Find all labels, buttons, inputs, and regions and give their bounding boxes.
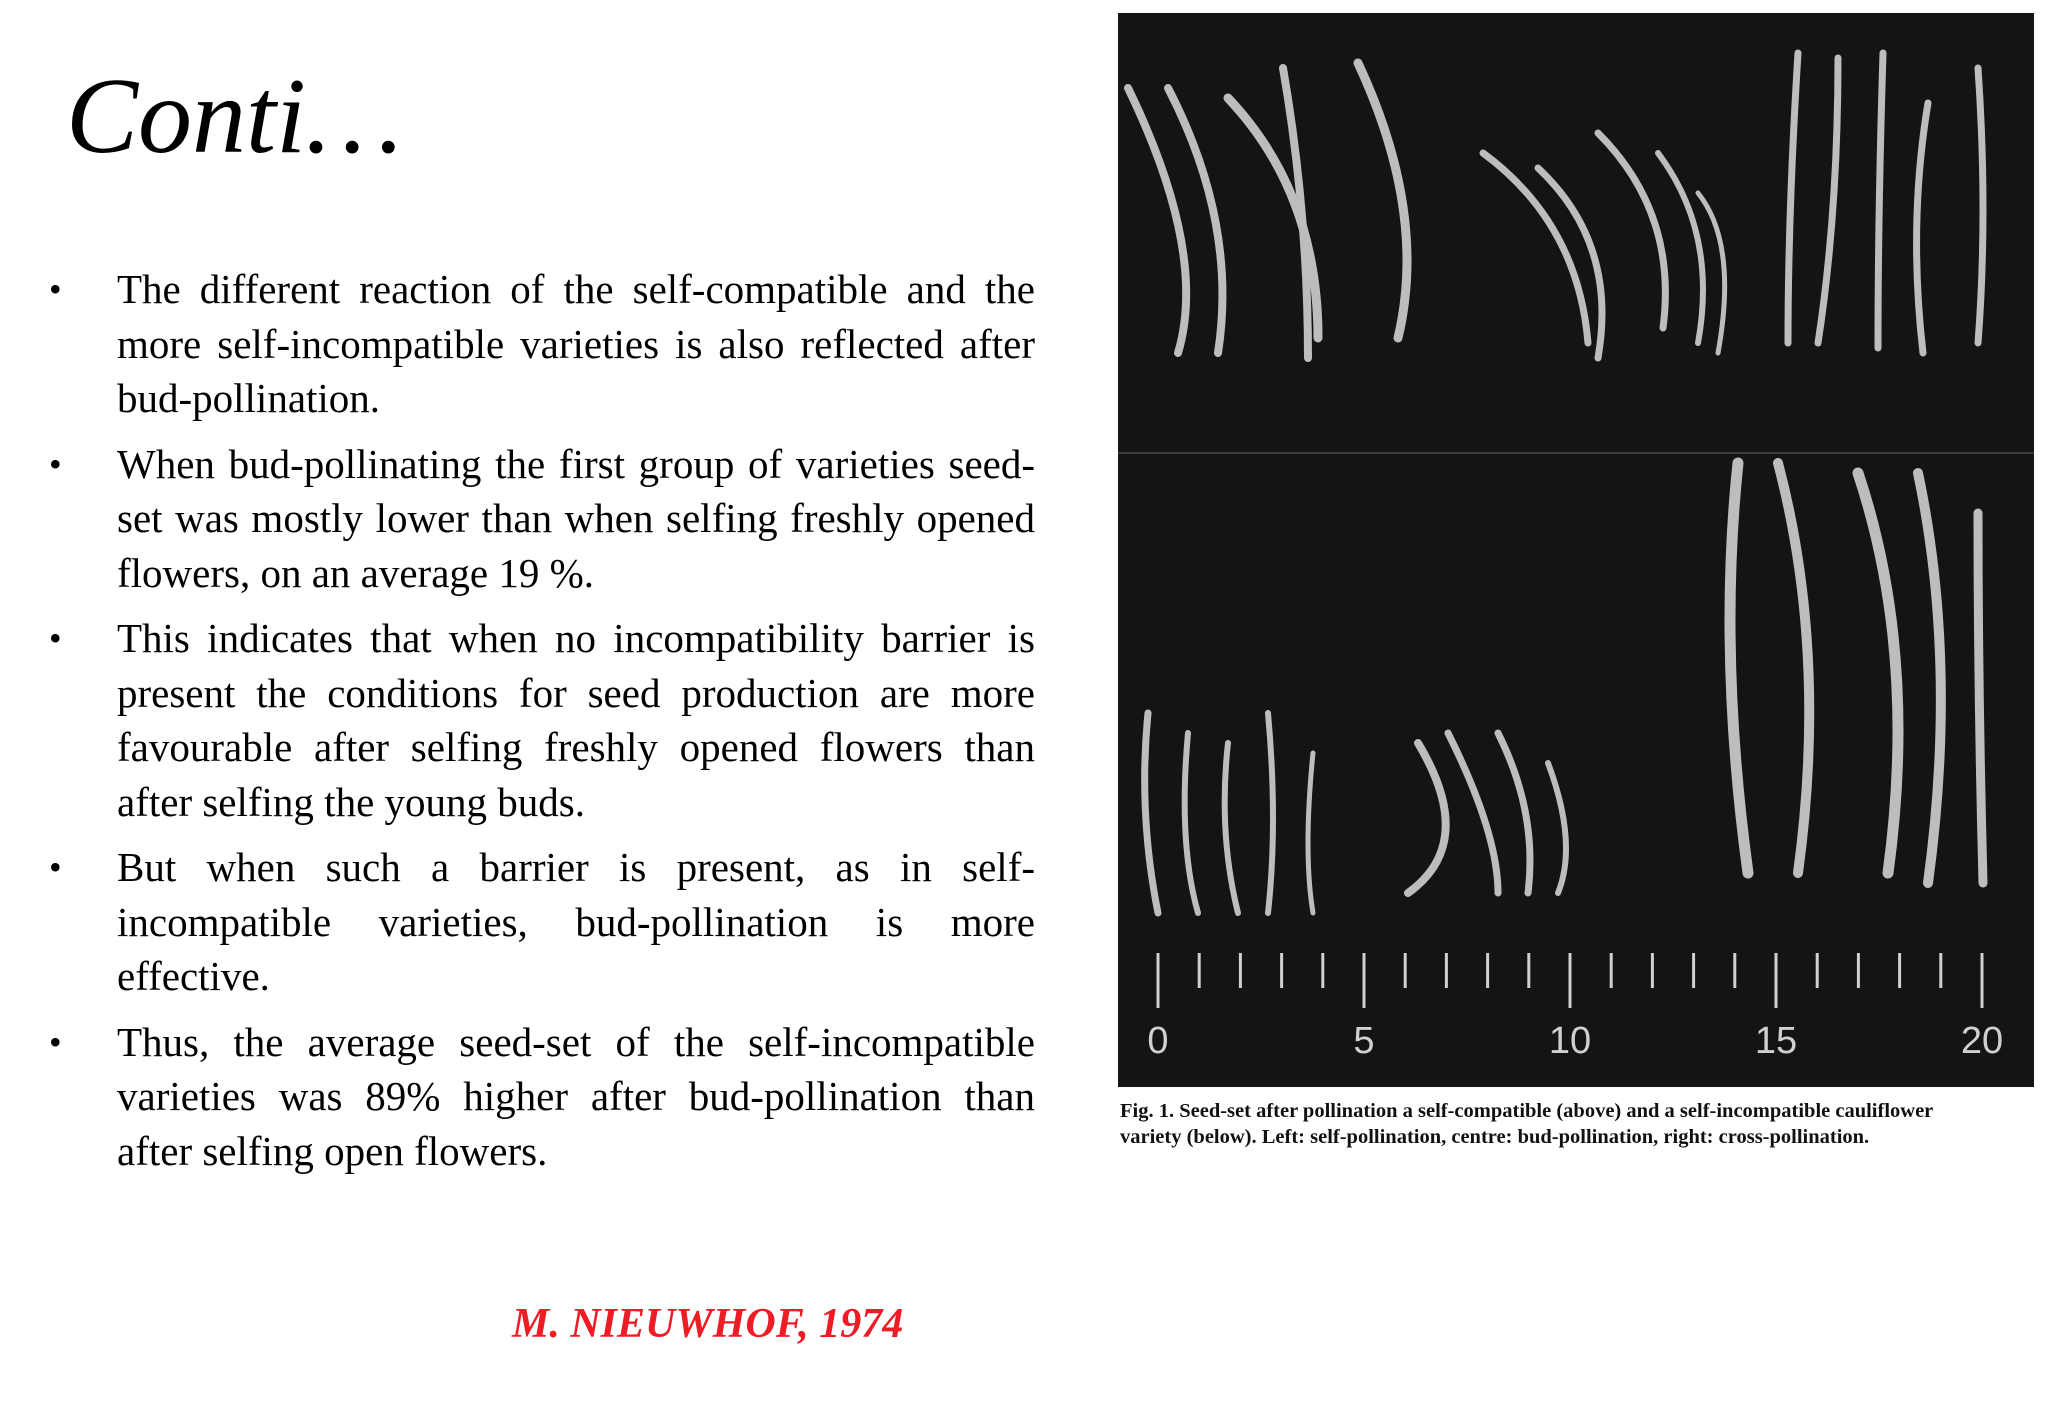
seed-pod xyxy=(1548,763,1566,893)
seed-pod xyxy=(1918,473,1941,883)
bullet-item xyxy=(45,611,1035,829)
caption-line: Fig. 1. Seed-set after pollination a self-compatible (above) and a self-incompatible cauliflower xyxy=(1120,1100,1934,1122)
seed-pod xyxy=(1448,733,1498,893)
scale-label: 10 xyxy=(1548,1020,1592,1062)
bullet-text: The different reaction of the self-compatible and the more self-incompatible varieties is also reflected after bud-pollination. xyxy=(117,266,1035,421)
bullet-item xyxy=(45,437,1035,601)
scale-label: 0 xyxy=(1147,1020,1169,1062)
scale-label: 5 xyxy=(1353,1020,1375,1062)
bullet-dot: • xyxy=(49,269,62,309)
bullet-item xyxy=(45,262,1035,426)
seed-pod xyxy=(1185,733,1198,913)
seed-pod xyxy=(1145,713,1158,913)
seed-pod xyxy=(1978,513,1983,883)
seed-pod xyxy=(1225,743,1238,913)
seed-pod xyxy=(1498,733,1530,893)
slide-title: Conti… xyxy=(66,57,403,176)
seed-pod xyxy=(1788,53,1798,343)
figure-caption xyxy=(1120,1098,2048,1150)
seed-pod xyxy=(1308,753,1313,913)
bullet-text: This indicates that when no incompatibility barrier is present the conditions for seed production are more favourable after selfing freshly opened flowers than after selfing the young buds. xyxy=(117,615,1035,825)
seed-pod xyxy=(1408,743,1446,893)
scale-label: 20 xyxy=(1960,1020,2004,1062)
bullet-dot: • xyxy=(49,847,62,887)
seed-pod xyxy=(1878,53,1883,348)
bullet-dot: • xyxy=(49,443,62,484)
seed-pod xyxy=(1978,68,1983,343)
seed-pod-photo xyxy=(1118,13,2034,1087)
bullet-dot: • xyxy=(49,1021,62,1062)
citation: M. NIEUWHOF, 1974 xyxy=(512,1301,904,1347)
scale-label: 15 xyxy=(1754,1020,1798,1062)
bullet-text: But when such a barrier is present, as in self-incompatible varieties, bud-pollination is more effective. xyxy=(117,844,1035,999)
seed-pod xyxy=(1730,463,1748,873)
seed-pod xyxy=(1598,133,1665,328)
seed-pod-figure xyxy=(1118,13,2034,1087)
bullet-text: Thus, the average seed-set of the self-incompatible varieties was 89% higher after bud-pollination than after selfing open flowers. xyxy=(117,1018,1035,1174)
bullet-dot: • xyxy=(49,618,62,658)
seed-pod xyxy=(1778,463,1809,873)
seed-pod xyxy=(1483,153,1588,343)
seed-pod xyxy=(1358,63,1407,338)
bullet-item xyxy=(45,840,1035,1004)
bullet-list xyxy=(45,262,1035,1189)
seed-pod xyxy=(1858,473,1898,873)
bullet-text: When bud-pollinating the first group of varieties seed-set was mostly lower than when selfing freshly opened flowers, on an average 19 %. xyxy=(117,440,1035,596)
seed-pod xyxy=(1268,713,1273,913)
seed-pod xyxy=(1818,58,1838,343)
seed-pod xyxy=(1128,88,1186,353)
bullet-item xyxy=(45,1015,1035,1179)
seed-pod xyxy=(1917,103,1928,353)
caption-line: variety (below). Left: self-pollination, centre: bud-pollination, right: cross-pollination. xyxy=(1120,1126,1870,1148)
